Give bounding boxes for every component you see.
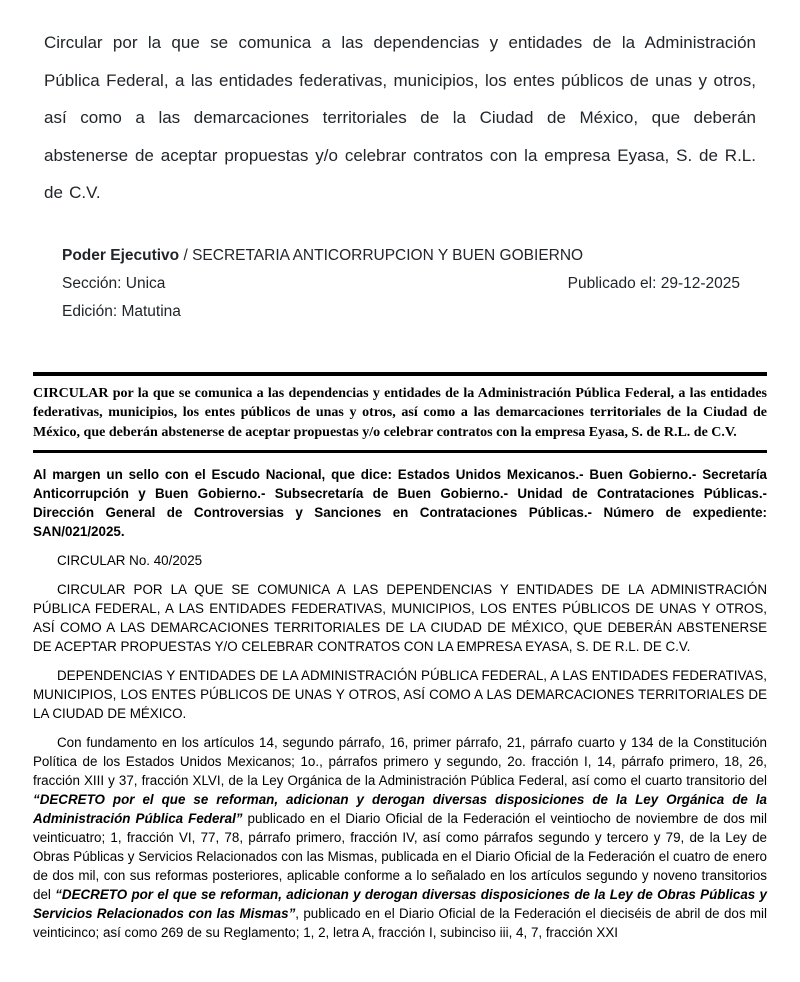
published-date-label: Publicado el: 29-12-2025 bbox=[567, 274, 740, 292]
document-headline: CIRCULAR por la que se comunica a las dependencias y entidades de la Administración Pública Federal, a las entidades federativas, municipios, los entes públicos de unas y otros, así como a las demarcaciones territoriales de la Ciudad de México, que deberán abstenerse de aceptar propuestas y/o celebrar contratos con la empresa Eyasa, S. de R.L. de C.V. bbox=[33, 385, 767, 440]
branch-label: Poder Ejecutivo bbox=[62, 246, 180, 264]
al-margen-paragraph: Al margen un sello con el Escudo Nacional, que dice: Estados Unidos Mexicanos.- Buen Gobierno.- Secretaría Anticorrupción y Buen Gobierno.- Subsecretaría de Buen Gobierno.- Unidad de Contrataciones Públicas.- Dirección General de Controversias y Sanciones en Contrataciones Públicas.- Número de expediente: SAN/021/2025. bbox=[33, 467, 767, 539]
document-body bbox=[33, 372, 767, 943]
branch-line bbox=[62, 242, 740, 270]
divider-top bbox=[33, 372, 767, 376]
circular-number: CIRCULAR No. 40/2025 bbox=[57, 553, 203, 568]
gazette-title: Circular por la que se comunica a las dependencias y entidades de la Administración Pública Federal, a las entidades federativas, municipios, los entes públicos de unas y otros, así como a las demarcaciones territoriales de la Ciudad de México, que deberán abstenerse de aceptar propuestas y/o celebrar contratos con la empresa Eyasa, S. de R.L. de C.V. bbox=[44, 33, 756, 202]
divider-bottom bbox=[33, 450, 767, 453]
document-text bbox=[33, 465, 767, 942]
addressees-paragraph: DEPENDENCIAS Y ENTIDADES DE LA ADMINISTRACIÓN PÚBLICA FEDERAL, A LAS ENTIDADES FEDERATIVAS, MUNICIPIOS, LOS ENTES PÚBLICOS DE UNAS Y OTROS, ASÍ COMO A LAS DEMARCACIONES TERRITORIALES DE LA CIUDAD DE MÉXICO. bbox=[33, 668, 767, 721]
agency-label: / SECRETARIA ANTICORRUPCION Y BUEN GOBIERNO bbox=[179, 246, 584, 264]
section-label: Sección: Unica bbox=[62, 274, 166, 292]
legal-basis-paragraph: Con fundamento en los artículos 14, segundo párrafo, 16, primer párrafo, 21, párrafo cuarto y 134 de la Constitución Política de los Estados Unidos Mexicanos; 1o., párrafos primero y segundo, 2o. fracción I, 14, párrafo primero, 18, 26, fracción XIII y 37, fracción XLVI, de la Ley Orgánica de la Administración Pública Federal, así como el cuarto transitorio del “DECRETO por el que se reforman, adicionan y derogan diversas disposiciones de la Ley Orgánica de la Administración Pública Federal” publicado en el Diario Oficial de la Federación el veintiocho de noviembre de dos mil veinticuatro; 1, fracción VI, 77, 78, párrafo primero, fracción IV, así como párrafos segundo y tercero y 79, de la Ley de Obras Públicas y Servicios Relacionados con las Mismas, publicada en el Diario Oficial de la Federación el cuatro de enero de dos mil, con sus reformas posteriores, aplicable conforme a lo señalado en los artículos segundo y noveno transitorios del “DECRETO por el que se reforman, adicionan y derogan diversas disposiciones de la Ley de Obras Públicas y Servicios Relacionados con las Mismas”, publicado en el Diario Oficial de la Federación el dieciséis de abril de dos mil veinticinco; así como 269 de su Reglamento; 1, 2, letra A, fracción I, subinciso iii, 4, 7, fracción XXI bbox=[33, 735, 768, 940]
section-line bbox=[62, 270, 740, 298]
edition-label: Edición: Matutina bbox=[62, 302, 181, 320]
publication-meta bbox=[62, 242, 740, 326]
circular-subject-paragraph: CIRCULAR POR LA QUE SE COMUNICA A LAS DEPENDENCIAS Y ENTIDADES DE LA ADMINISTRACIÓN PÚBLICA FEDERAL, A LAS ENTIDADES FEDERATIVAS, MUNICIPIOS, LOS ENTES PÚBLICOS DE UNAS Y OTROS, ASÍ COMO A LAS DEMARCACIONES TERRITORIALES DE LA CIUDAD DE MÉXICO, QUE DEBERÁN ABSTENERSE DE ACEPTAR PROPUESTAS Y/O CELEBRAR CONTRATOS CON LA EMPRESA EYASA, S. DE R.L. DE C.V. bbox=[33, 582, 767, 654]
